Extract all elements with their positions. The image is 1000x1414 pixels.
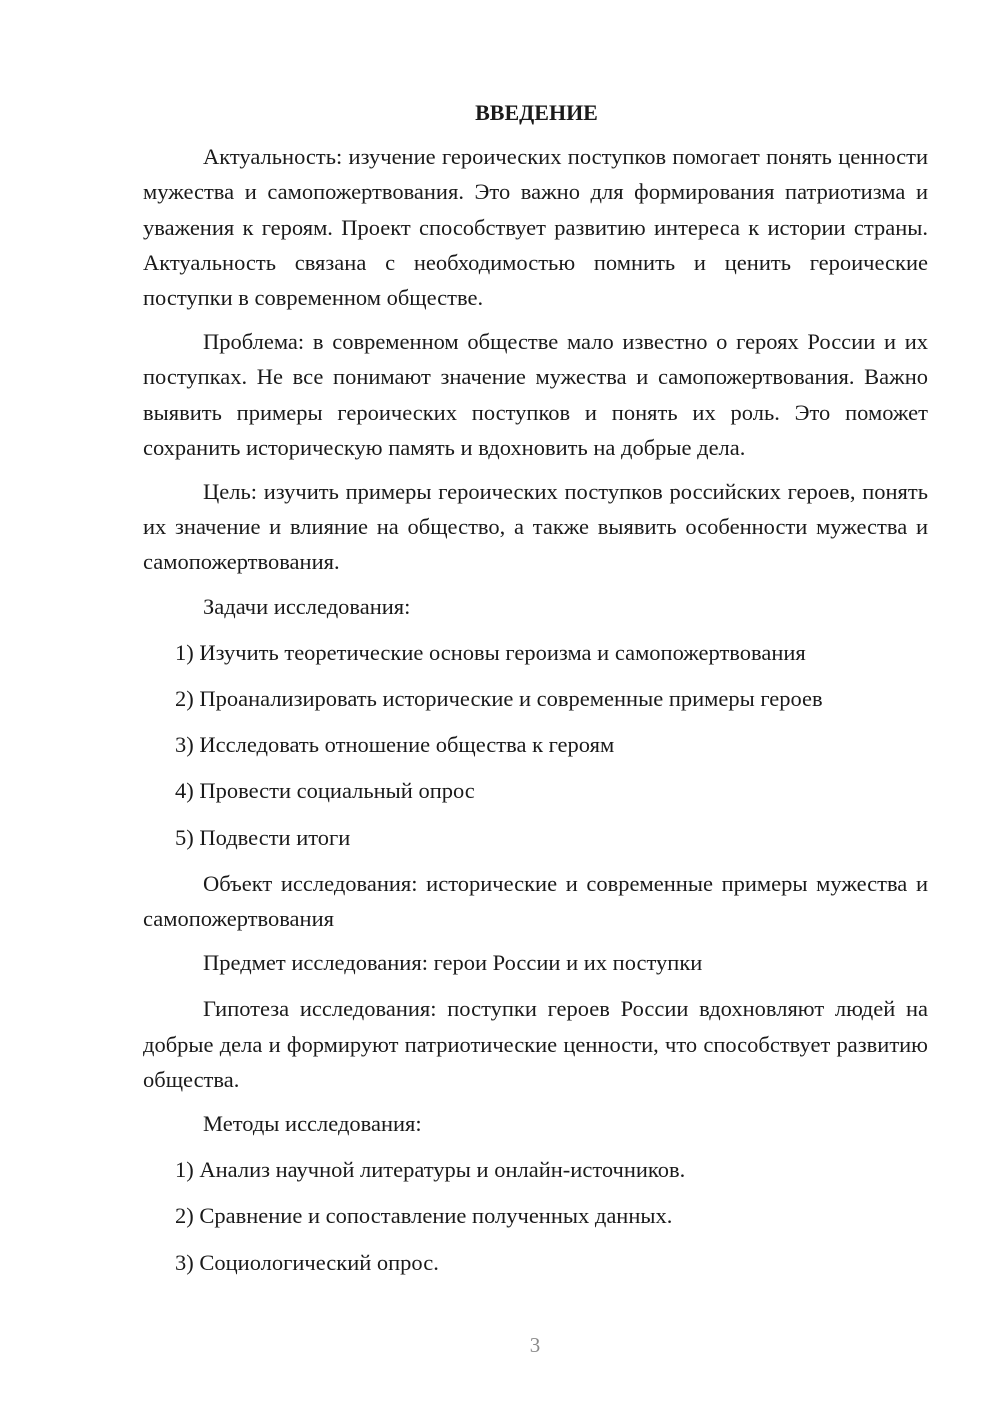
page-title: ВВЕДЕНИЕ — [475, 100, 598, 125]
hypothesis-paragraph: Гипотеза исследования: поступки героев России вдохновляют людей на добрые дела и формируют патриотические ценности, что способствует развитию общества. — [143, 996, 928, 1092]
page-content — [143, 95, 928, 1291]
task-item: 1) Изучить теоретические основы героизма и самопожертвования — [175, 639, 806, 665]
method-item: 2) Сравнение и сопоставление полученных данных. — [175, 1203, 673, 1229]
tasks-title: Задачи исследования: — [203, 593, 411, 619]
method-item: 1) Анализ научной литературы и онлайн-источников. — [175, 1157, 686, 1183]
task-item: 2) Проанализировать исторические и современные примеры героев — [175, 686, 823, 712]
subject-paragraph: Предмет исследования: герои России и их поступки — [203, 950, 703, 976]
task-item: 4) Провести социальный опрос — [175, 778, 475, 804]
method-item: 3) Социологический опрос. — [175, 1249, 439, 1275]
page-number: 3 — [529, 1333, 541, 1357]
goal-paragraph: Цель: изучить примеры героических поступков российских героев, понять их значение и влияние на общество, а также выявить особенности мужества и самопожертвования. — [143, 479, 928, 575]
object-paragraph: Объект исследования: исторические и современные примеры мужества и самопожертвования — [143, 870, 928, 932]
methods-title: Методы исследования: — [203, 1111, 422, 1137]
task-item: 3) Исследовать отношение общества к героям — [175, 732, 615, 758]
task-item: 5) Подвести итоги — [175, 824, 351, 850]
problem-paragraph: Проблема: в современном обществе мало известно о героях России и их поступках. Не все понимают значение мужества и самопожертвования. Важно выявить примеры героических поступков и понять их роль. Это поможет сохранить историческую память и вдохновить на добрые дела. — [143, 329, 928, 460]
relevance-paragraph: Актуальность: изучение героических поступков помогает понять ценности мужества и самопожертвования. Это важно для формирования патриотизма и уважения к героям. Проект способствует развитию интереса к истории страны. Актуальность связана с необходимостью помнить и ценить героические поступки в современном обществе. — [143, 144, 928, 311]
